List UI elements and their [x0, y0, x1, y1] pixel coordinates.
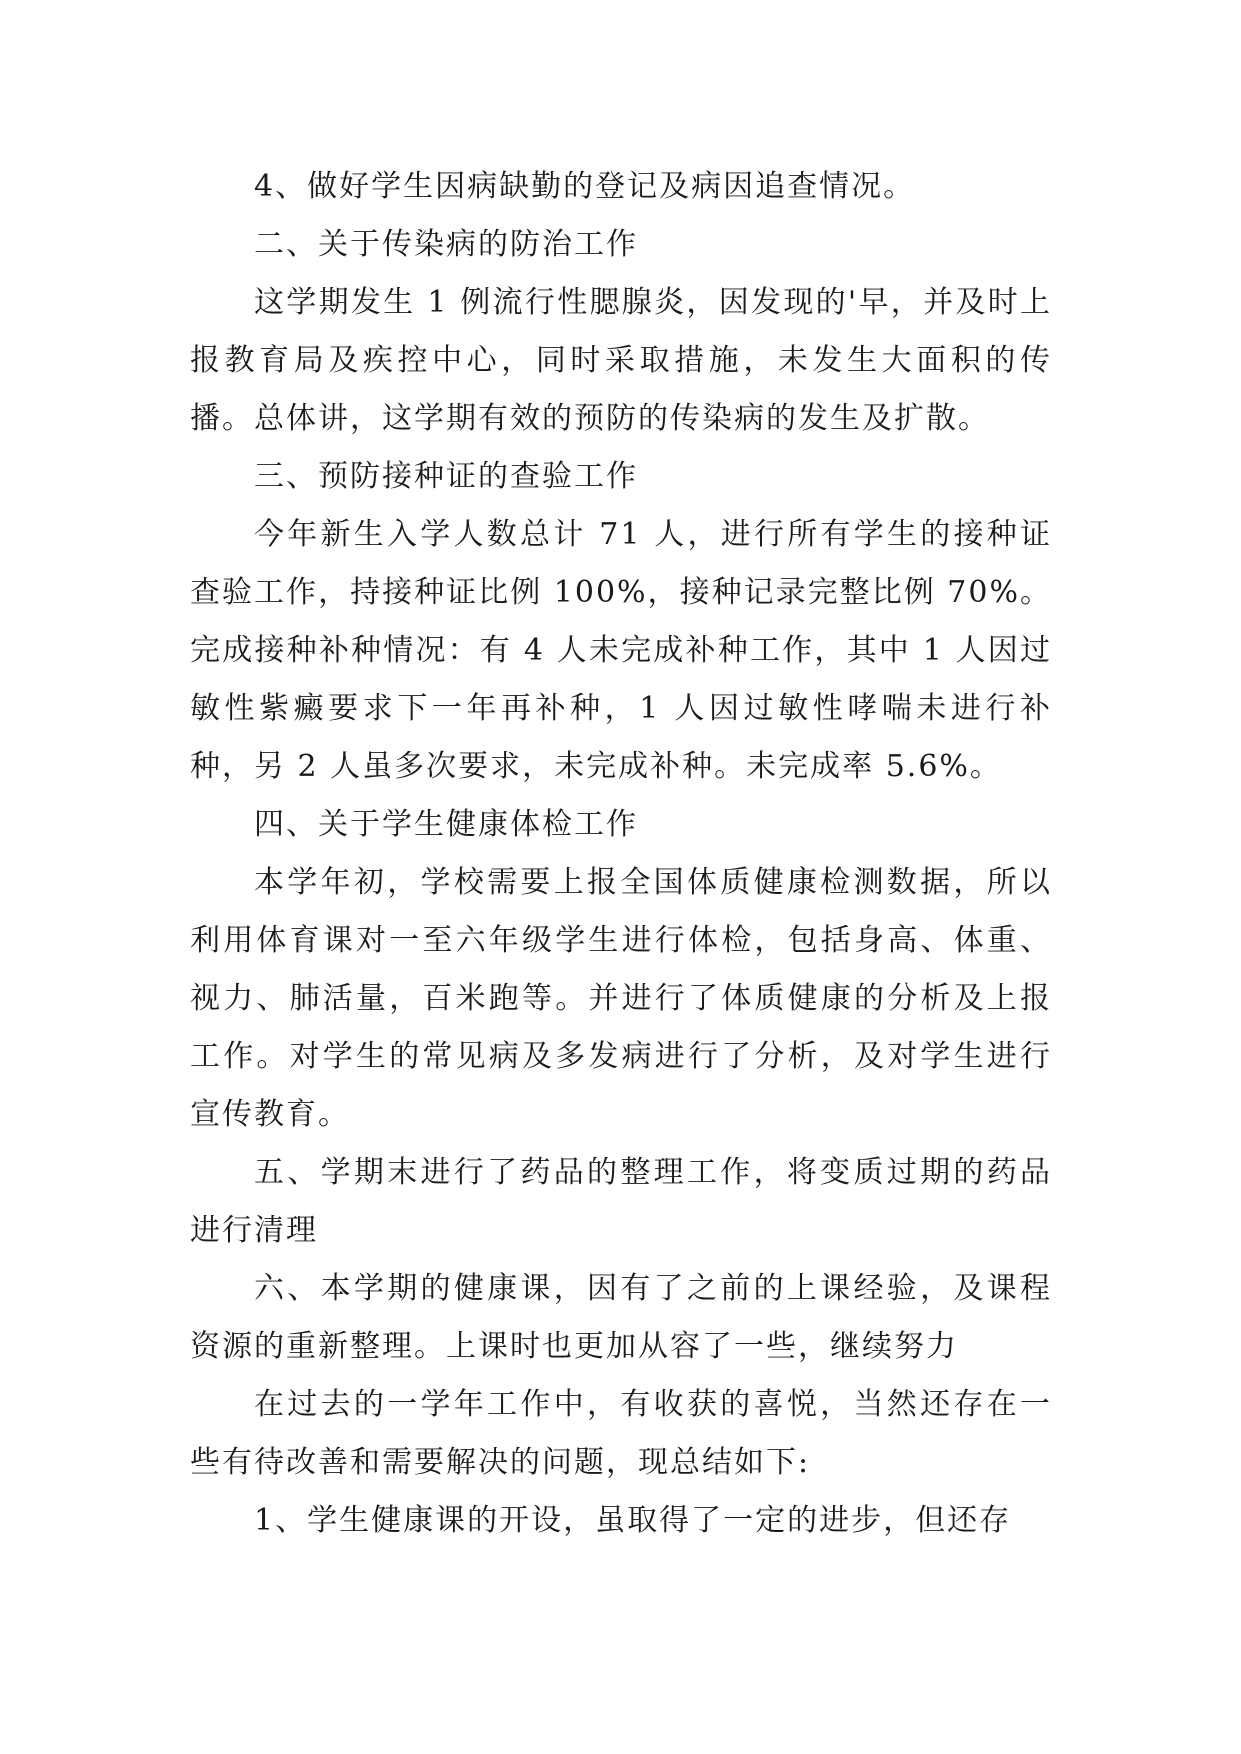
- document-body: [190, 158, 1052, 1550]
- paragraph-medicine-cleanup: 五、学期末进行了药品的整理工作，将变质过期的药品进行清理: [190, 1155, 1052, 1248]
- paragraph-health-class: 六、本学期的健康课，因有了之前的上课经验，及课程资源的重新整理。上课时也更加从容了一些，继续努力: [190, 1271, 1052, 1364]
- paragraph-year-summary: 在过去的一学年工作中，有收获的喜悦，当然还存在一些有待改善和需要解决的问题，现总结如下:: [190, 1387, 1052, 1480]
- paragraph-issue-1: 1、学生健康课的开设，虽取得了一定的进步，但还存: [254, 1503, 1012, 1538]
- heading-health-exam: 四、关于学生健康体检工作: [254, 807, 638, 842]
- heading-infectious-disease: 二、关于传染病的防治工作: [254, 227, 638, 262]
- paragraph-health-exam: 本学年初，学校需要上报全国体质健康检测数据，所以利用体育课对一至六年级学生进行体检，包括身高、体重、视力、肺活量，百米跑等。并进行了体质健康的分析及上报工作。对学生的常见病及多发病进行了分析，及对学生进行宣传教育。: [190, 865, 1052, 1132]
- paragraph-sick-leave-record: 4、做好学生因病缺勤的登记及病因追查情况。: [254, 169, 916, 204]
- heading-vaccination-check: 三、预防接种证的查验工作: [254, 459, 638, 494]
- paragraph-mumps-case: 这学期发生 1 例流行性腮腺炎，因发现的'早，并及时上报教育局及疾控中心，同时采取措施，未发生大面积的传播。总体讲，这学期有效的预防的传染病的发生及扩散。: [190, 285, 1052, 436]
- paragraph-vaccination-stats: 今年新生入学人数总计 71 人，进行所有学生的接种证查验工作，持接种证比例 100%，接种记录完整比例 70%。完成接种补种情况：有 4 人未完成补种工作，其中 1 人因过敏性紫癜要求下一年再补种，1 人因过敏性哮喘未进行补种，另 2 人虽多次要求，未完成补种。未完成率 5.6%。: [190, 517, 1052, 784]
